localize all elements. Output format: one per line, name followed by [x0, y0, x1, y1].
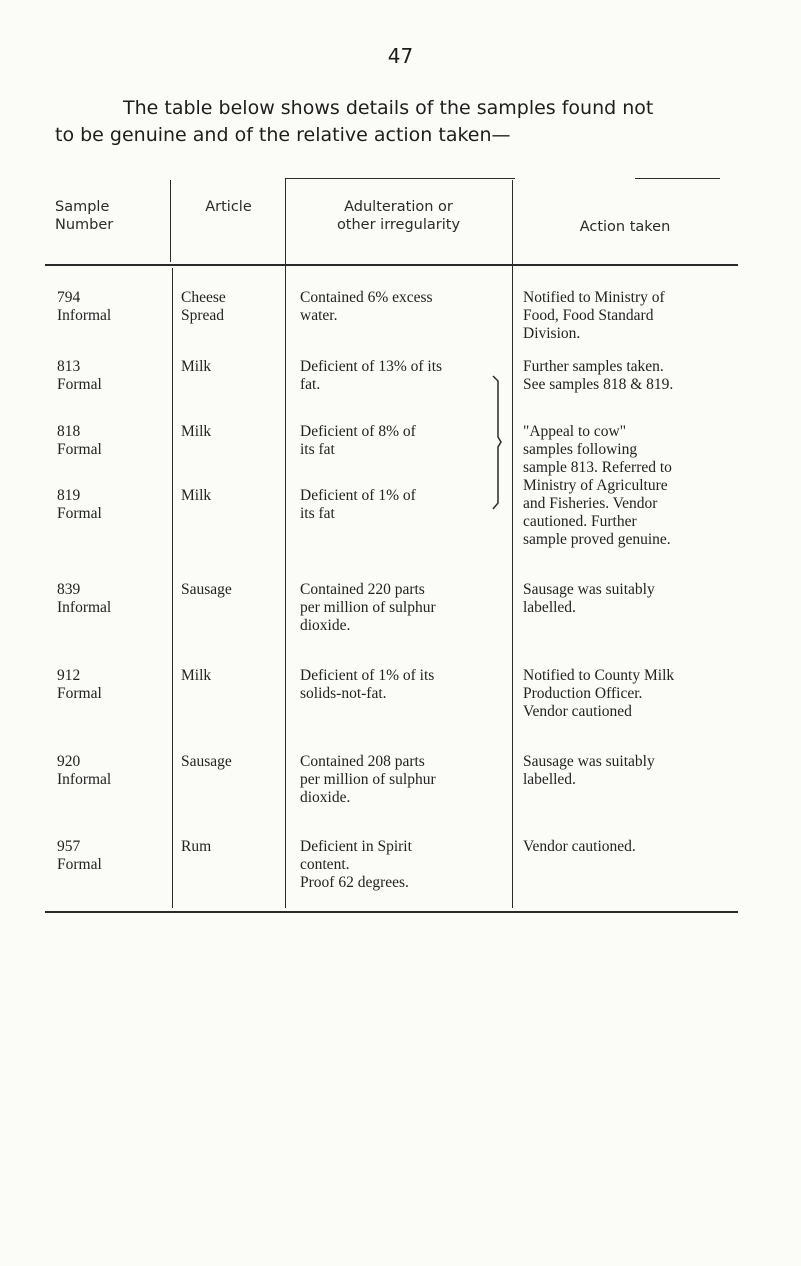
row-3-article: Milk: [181, 423, 212, 440]
row-6-adulteration: Deficient of 1% of its solids-not-fat.: [300, 667, 435, 702]
column-divider-1: [170, 180, 171, 262]
row-3-adulteration: Deficient of 8% of its fat: [300, 423, 416, 458]
header-sample-number: Sample Number: [55, 199, 114, 233]
header-article: Article: [205, 199, 252, 215]
row-7-action: Sausage was suitably labelled.: [523, 753, 655, 788]
row-8-adulteration: Deficient in Spirit content. Proof 62 degrees.: [300, 838, 412, 891]
grouping-brace: [492, 375, 502, 510]
table-top-rule: [285, 178, 515, 179]
column-divider-2: [285, 178, 286, 908]
row-8-article: Rum: [181, 838, 212, 855]
row-3-action: "Appeal to cow" samples following sample 813. Referred to Ministry of Agriculture and Fisheries. Vendor cautioned. Further sample proved genuine.: [523, 423, 672, 548]
header-adulteration: Adulteration or other irregularity: [336, 199, 461, 233]
row-7-article: Sausage: [181, 753, 232, 770]
row-2-adulteration: Deficient of 13% of its fat.: [300, 358, 443, 393]
row-6-action: Notified to County Milk Production Officer. Vendor cautioned: [523, 667, 675, 720]
row-3-sample-number: 818 Formal: [57, 423, 102, 458]
row-2-action: Further samples taken. See samples 818 & 819.: [523, 358, 674, 393]
column-divider-1b: [172, 268, 173, 908]
intro-paragraph: [55, 95, 755, 149]
table-bottom-rule: [45, 911, 738, 913]
row-6-sample-number: 912 Formal: [57, 667, 102, 702]
row-5-adulteration: Contained 220 parts per million of sulphur dioxide.: [300, 581, 436, 634]
row-8-sample-number: 957 Formal: [57, 838, 102, 873]
row-4-sample-number: 819 Formal: [57, 487, 102, 522]
intro-line-2: to be genuine and of the relative action taken—: [55, 124, 511, 146]
row-1-sample-number: 794 Informal: [57, 289, 112, 324]
row-2-article: Milk: [181, 358, 212, 375]
page-number: 47: [387, 44, 414, 68]
row-5-sample-number: 839 Informal: [57, 581, 112, 616]
column-divider-3: [512, 180, 513, 908]
row-1-adulteration: Contained 6% excess water.: [300, 289, 433, 324]
row-7-sample-number: 920 Informal: [57, 753, 112, 788]
intro-line-1: The table below shows details of the samples found not: [123, 97, 654, 119]
row-4-article: Milk: [181, 487, 212, 504]
row-1-action: Notified to Ministry of Food, Food Standard Division.: [523, 289, 665, 342]
header-bottom-rule: [45, 264, 738, 266]
row-8-action: Vendor cautioned.: [523, 838, 636, 855]
row-1-article: Cheese Spread: [181, 289, 226, 324]
row-2-sample-number: 813 Formal: [57, 358, 102, 393]
row-5-article: Sausage: [181, 581, 232, 598]
row-7-adulteration: Contained 208 parts per million of sulphur dioxide.: [300, 753, 436, 806]
row-6-article: Milk: [181, 667, 212, 684]
header-action: Action taken: [579, 219, 671, 235]
row-5-action: Sausage was suitably labelled.: [523, 581, 655, 616]
table-top-rule-right: [635, 178, 720, 179]
row-4-adulteration: Deficient of 1% of its fat: [300, 487, 416, 522]
